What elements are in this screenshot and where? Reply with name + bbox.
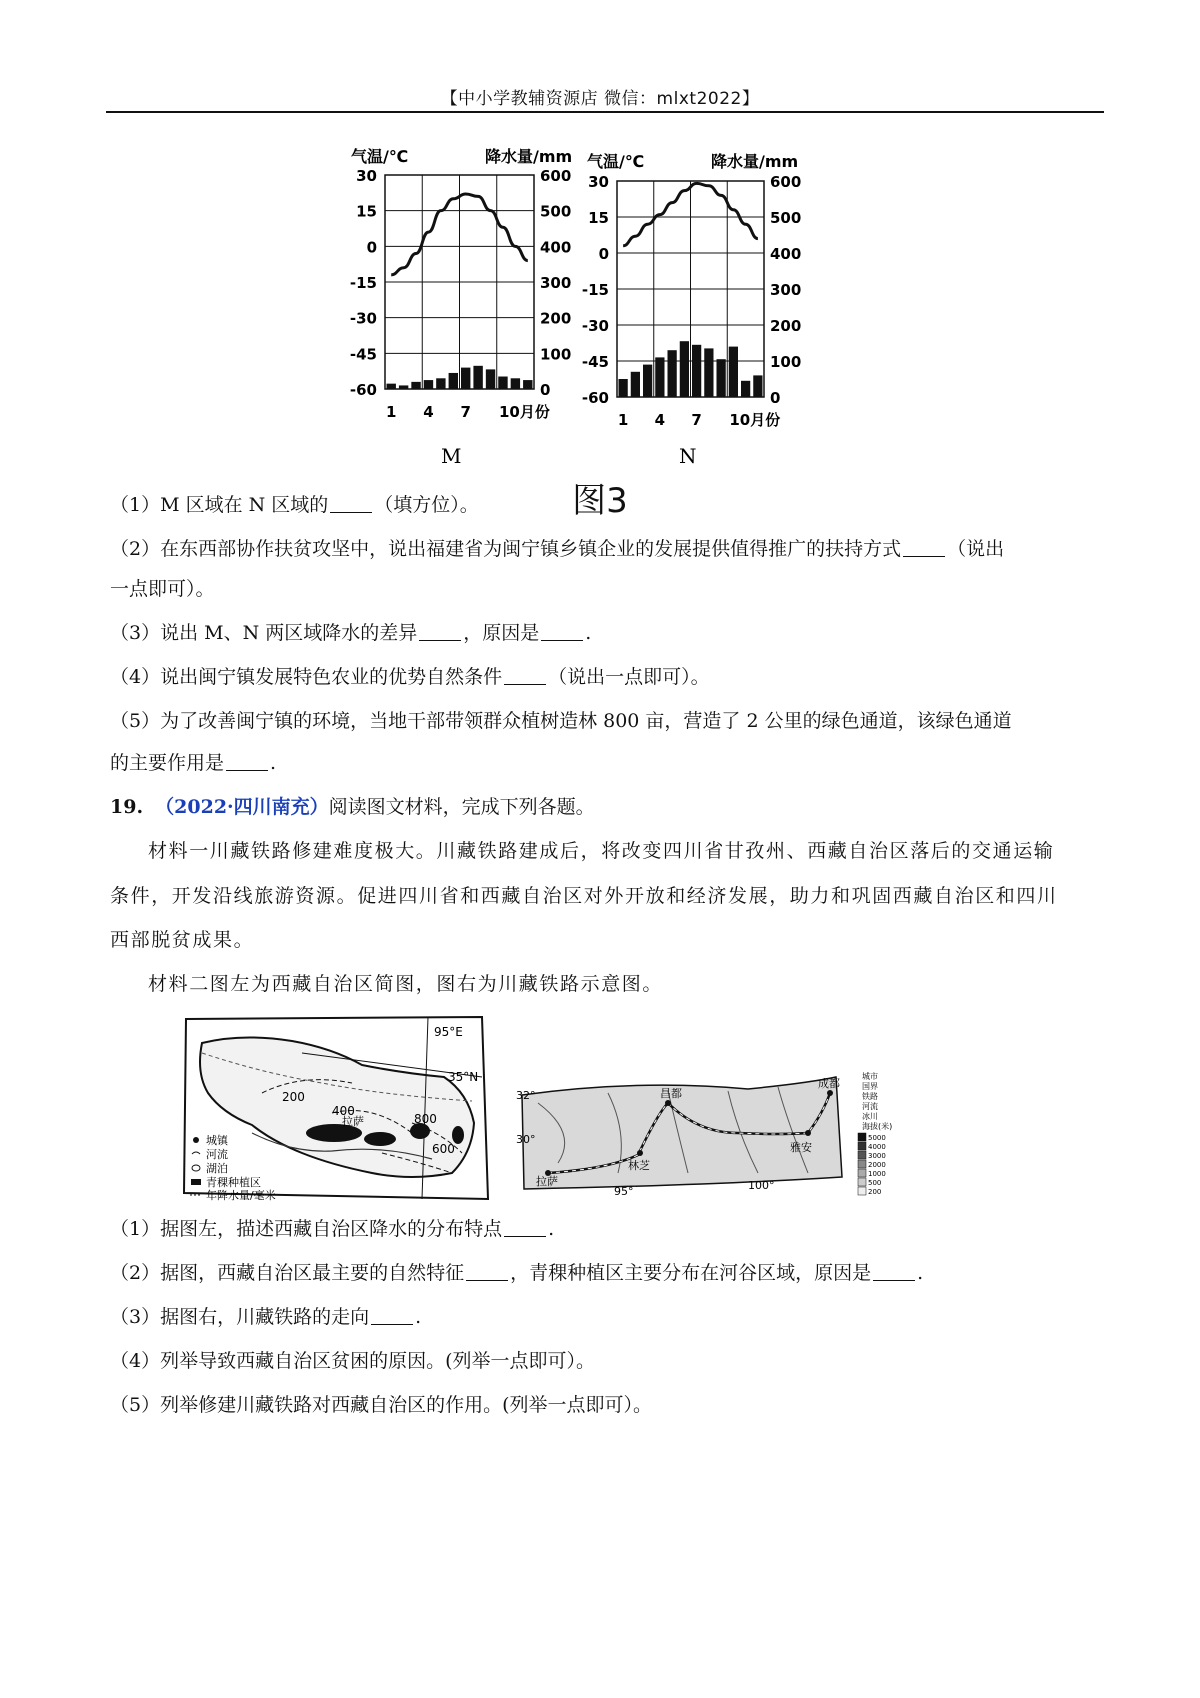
precip-tick-label: 100	[770, 353, 802, 371]
tibet-map	[182, 1013, 492, 1201]
precip-tick-label: 500	[540, 202, 572, 221]
chart-n-label: N	[679, 444, 697, 468]
answer-blank[interactable]	[541, 622, 583, 641]
chart-m-precip-bar	[411, 382, 420, 389]
temp-tick-label: -15	[349, 274, 377, 292]
lon-label: 95°	[614, 1185, 634, 1198]
q19-item-1: （1）据图左，描述西藏自治区降水的分布特点 .	[110, 1218, 555, 1240]
temp-tick-label: -60	[581, 389, 609, 407]
chart-n-precip-bar	[741, 381, 750, 397]
elevation-swatch	[858, 1133, 866, 1141]
isohyet-label: 200	[282, 1090, 305, 1104]
month-tick-label: 10月份	[498, 403, 550, 421]
temp-tick-label: -30	[581, 317, 609, 335]
chart-n-precip-bar	[643, 365, 652, 397]
isohyet-label: 800	[414, 1112, 437, 1126]
chart-n-precip-bar	[655, 357, 664, 397]
answer-blank[interactable]	[903, 538, 945, 557]
answer-blank[interactable]	[466, 1262, 508, 1281]
chart-m-right-title: 降水量/mm	[485, 147, 573, 166]
q18-item-2: （2）在东西部协作扶贫攻坚中，说出福建省为闽宁镇乡镇企业的发展提供值得推广的扶持方式 （说出	[110, 538, 1005, 560]
month-tick-label: 1	[385, 403, 397, 421]
q18-item-5-cont: 的主要作用是 .	[110, 752, 277, 774]
chart-n-precip-bar	[619, 379, 628, 397]
temp-tick-label: 0	[598, 245, 609, 263]
chart-m-precip-bar	[473, 366, 482, 389]
material2: 材料二图左为西藏自治区简图，图右为川藏铁路示意图。	[148, 973, 664, 995]
q18-item-5: （5）为了改善闽宁镇的环境，当地干部带领群众植树造林 800 亩，营造了 2 公里的绿色通道，该绿色通道	[110, 710, 1012, 732]
temp-tick-label: 0	[366, 238, 377, 257]
answer-blank[interactable]	[371, 1306, 413, 1325]
header-rule	[106, 111, 1104, 113]
elevation-swatch	[858, 1187, 866, 1195]
elevation-swatch	[858, 1142, 866, 1150]
svg-text:城镇: 城镇	[206, 1134, 228, 1147]
chart-m-precip-bar	[523, 380, 532, 389]
q18-item-1: （1）M 区域在 N 区域的 （填方位）。	[110, 494, 479, 516]
place-label: 成都	[818, 1077, 840, 1090]
isohyet-label: 400	[332, 1104, 355, 1118]
temp-tick-label: 30	[356, 167, 377, 185]
city-label: 拉萨	[342, 1115, 364, 1128]
chart-n-left-title: 气温/℃	[587, 152, 645, 171]
precip-tick-label: 200	[770, 317, 802, 335]
month-tick-label: 4	[654, 411, 666, 429]
elevation-swatch	[858, 1160, 866, 1168]
place-label: 林芝	[628, 1159, 650, 1172]
map-lon-label: 95°E	[434, 1025, 463, 1039]
temp-tick-label: 30	[588, 173, 609, 191]
precip-tick-label: 100	[540, 345, 572, 364]
chart-m-left-title: 气温/℃	[351, 147, 409, 166]
elevation-swatch	[858, 1151, 866, 1159]
precip-tick-label: 400	[540, 238, 572, 257]
precip-tick-label: 400	[770, 245, 802, 263]
chart-m-precip-bar	[399, 385, 408, 389]
chart-m-precip-bar	[424, 380, 433, 389]
q18-item-4: （4）说出闽宁镇发展特色农业的优势自然条件 （说出一点即可）。	[110, 666, 710, 688]
sichuan-tibet-railway-map	[518, 1073, 894, 1197]
answer-blank[interactable]	[226, 752, 268, 771]
place-label: 昌都	[660, 1087, 682, 1100]
svg-text:湖泊: 湖泊	[206, 1162, 228, 1175]
question-intro: 阅读图文材料，完成下列各题。	[328, 796, 595, 818]
precip-tick-label: 500	[770, 209, 802, 227]
place-label: 雅安	[790, 1141, 812, 1154]
material1-line2: 条件，开发沿线旅游资源。促进四川省和西藏自治区对外开放和经济发展，助力和巩固西藏自治区和四川	[110, 885, 1058, 907]
svg-text:年降水量/毫米: 年降水量/毫米	[206, 1189, 276, 1202]
chart-m-precip-bar	[498, 377, 507, 389]
precip-tick-label: 300	[540, 274, 572, 292]
chart-n-precip-bar	[692, 345, 701, 397]
q19-title	[110, 796, 595, 818]
chart-n-right-title: 降水量/mm	[711, 152, 799, 171]
elevation-value: 1000	[868, 1170, 886, 1178]
page-header: 【中小学教辅资源店 微信：mlxt2022】	[440, 89, 760, 109]
answer-blank[interactable]	[504, 1218, 546, 1237]
answer-blank[interactable]	[873, 1262, 915, 1281]
climate-charts	[345, 147, 865, 470]
material1-line3: 西部脱贫成果。	[110, 929, 255, 951]
lat-label: 32°	[516, 1089, 536, 1102]
answer-blank[interactable]	[419, 622, 461, 641]
answer-blank[interactable]	[330, 494, 372, 513]
chart-m-label: M	[441, 444, 462, 468]
q18-item-2-cont: 一点即可）。	[110, 578, 215, 600]
chart-m-precip-bar	[387, 384, 396, 389]
svg-text:城市: 城市	[862, 1072, 878, 1081]
elevation-value: 500	[868, 1179, 882, 1187]
question-source: （2022·四川南充）	[155, 796, 329, 818]
answer-blank[interactable]	[504, 666, 546, 685]
isohyet-label: 600	[432, 1142, 455, 1156]
svg-text:青稞种植区: 青稞种植区	[206, 1176, 261, 1189]
temp-tick-label: -30	[349, 309, 377, 328]
chart-m-precip-bar	[486, 369, 495, 389]
svg-text:冰川: 冰川	[862, 1112, 878, 1121]
precip-tick-label: 200	[540, 309, 572, 328]
place-label: 拉萨	[536, 1175, 558, 1188]
chart-m	[350, 147, 572, 468]
temp-tick-label: 15	[356, 202, 377, 221]
q19-item-4: （4）列举导致西藏自治区贫困的原因。(列举一点即可）。	[110, 1350, 596, 1372]
question-number: 19.	[110, 796, 144, 818]
svg-text:海拔(米): 海拔(米)	[862, 1122, 893, 1131]
month-tick-label: 10月份	[729, 411, 781, 429]
elevation-value: 2000	[868, 1161, 886, 1169]
q18-item-3: （3）说出 M、N 两区域降水的差异 ，原因是 .	[110, 622, 592, 644]
material1-line1: 材料一川藏铁路修建难度极大。川藏铁路建成后，将改变四川省甘孜州、西藏自治区落后的交通运输	[148, 840, 1055, 862]
q19-item-3: （3）据图右，川藏铁路的走向 .	[110, 1306, 422, 1328]
precip-tick-label: 0	[770, 389, 781, 407]
svg-text:铁路: 铁路	[862, 1092, 878, 1101]
lon-label: 100°	[748, 1179, 775, 1192]
temp-tick-label: -60	[349, 381, 377, 399]
temp-tick-label: 15	[588, 209, 609, 227]
chart-m-precip-bar	[511, 378, 520, 389]
month-tick-label: 1	[617, 411, 629, 429]
precip-tick-label: 600	[540, 167, 572, 185]
chart-n-precip-bar	[717, 359, 726, 397]
precip-tick-label: 0	[540, 381, 551, 399]
temp-tick-label: -15	[581, 281, 609, 299]
chart-n-precip-bar	[631, 372, 640, 397]
svg-text:河流: 河流	[206, 1148, 228, 1161]
elevation-value: 3000	[868, 1152, 886, 1160]
chart-n-precip-bar	[704, 348, 713, 397]
svg-text:国界: 国界	[862, 1082, 878, 1091]
elevation-value: 200	[868, 1188, 882, 1196]
month-tick-label: 7	[691, 411, 702, 429]
chart-n-precip-bar	[668, 350, 677, 397]
elevation-swatch	[858, 1169, 866, 1177]
lat-label: 30°	[516, 1133, 536, 1146]
precip-tick-label: 300	[770, 281, 802, 299]
elevation-value: 5000	[868, 1134, 886, 1142]
chart-n-precip-bar	[680, 341, 689, 397]
month-tick-label: 7	[460, 403, 471, 421]
precip-tick-label: 600	[770, 173, 802, 191]
month-tick-label: 4	[423, 403, 434, 421]
temp-tick-label: -45	[349, 345, 377, 364]
figure-3-caption: 图3	[572, 481, 628, 521]
chart-n-precip-bar	[729, 347, 738, 397]
elevation-swatch	[858, 1178, 866, 1186]
temp-tick-label: -45	[581, 353, 609, 371]
chart-m-precip-bar	[449, 373, 458, 389]
chart-n	[582, 152, 801, 468]
chart-m-precip-bar	[461, 368, 470, 389]
elevation-value: 4000	[868, 1143, 886, 1151]
svg-text:河流: 河流	[862, 1102, 878, 1111]
q19-item-2: （2）据图，西藏自治区最主要的自然特征 ，青稞种植区主要分布在河谷区域，原因是 .	[110, 1262, 924, 1284]
q19-item-5: （5）列举修建川藏铁路对西藏自治区的作用。(列举一点即可）。	[110, 1394, 653, 1416]
map-lat-label: 35°N	[448, 1070, 479, 1084]
chart-m-precip-bar	[436, 378, 445, 389]
chart-n-precip-bar	[753, 375, 762, 397]
